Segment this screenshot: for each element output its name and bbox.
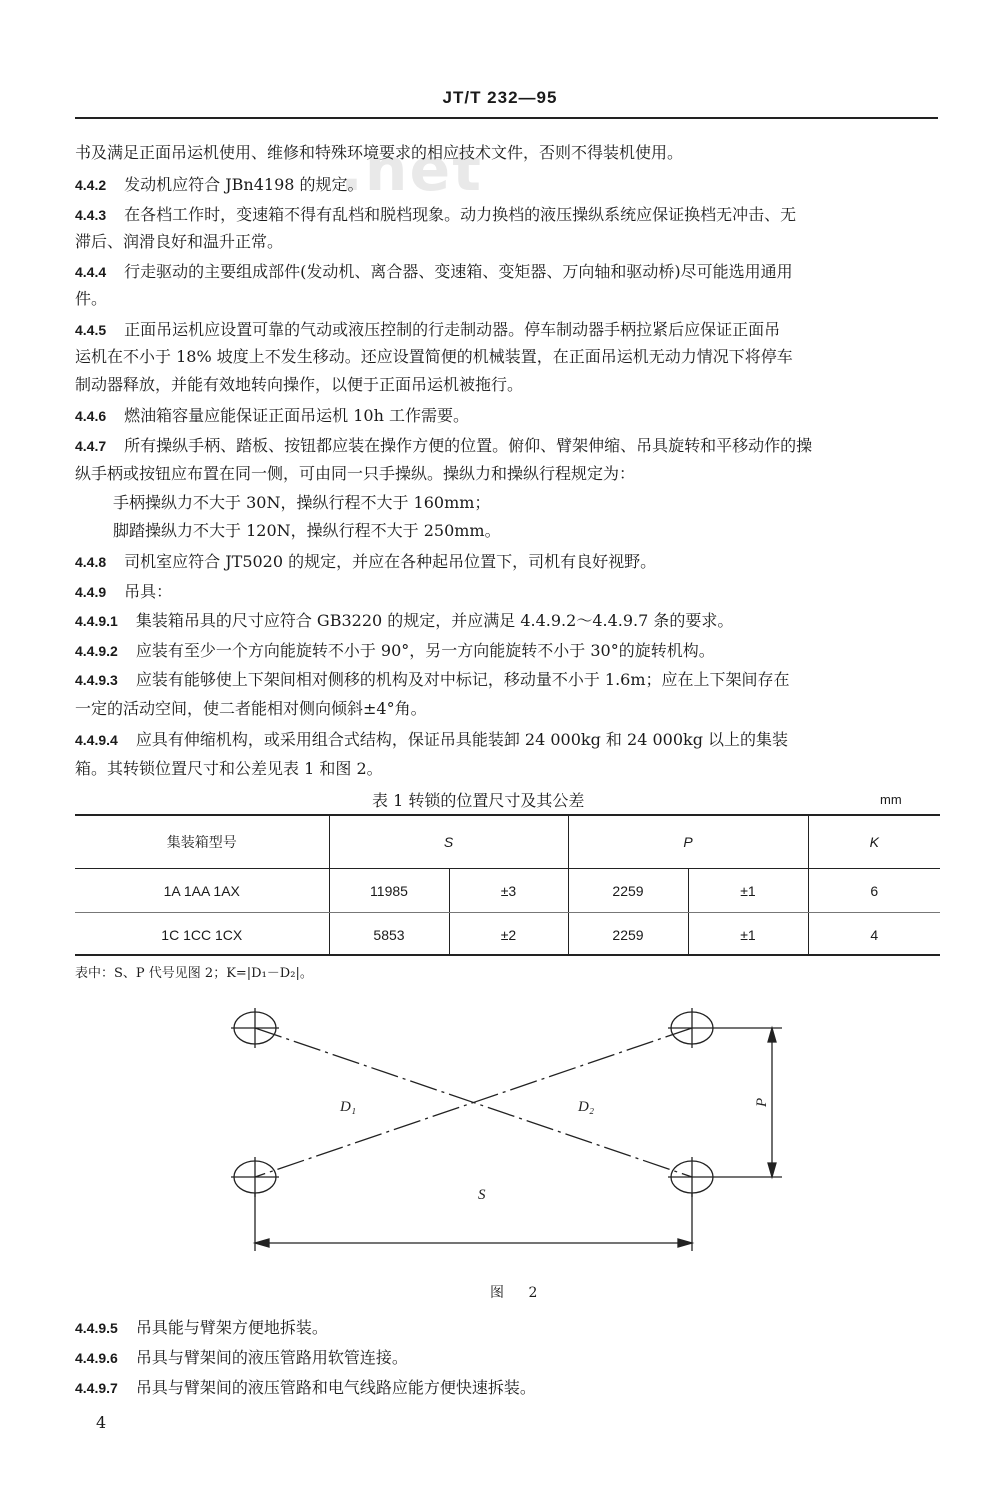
clause-text: 正面吊运机应设置可靠的气动或液压控制的行走制动器。停车制动器手柄拉紧后应保证正面吊 xyxy=(124,320,781,339)
clause-number: 4.4.7 xyxy=(75,438,107,454)
clause-number: 4.4.9.1 xyxy=(75,613,118,629)
cell-s-tolerance: ±3 xyxy=(449,869,568,913)
clause-4-4-4-cont: 件。 xyxy=(75,289,108,308)
table-caption: 表 1 转锁的位置尺寸及其公差 xyxy=(372,791,585,810)
cell-p-tolerance: ±1 xyxy=(688,913,808,957)
clause-text: 应具有伸缩机构，或采用组合式结构，保证吊具能装卸 24 000kg 和 24 000kg 以上的集装 xyxy=(135,730,789,749)
figure-caption: 图 2 xyxy=(490,1285,548,1301)
clause-number: 4.4.9.2 xyxy=(75,643,118,659)
label-d2: D₂ xyxy=(578,1099,595,1115)
clause-number: 4.4.9 xyxy=(75,584,107,600)
cell-s-tolerance: ±2 xyxy=(449,913,568,957)
cell-s: 11985 xyxy=(329,869,449,913)
clause-number: 4.4.9.6 xyxy=(75,1350,118,1366)
table-header-row xyxy=(75,816,940,869)
cell-type: 1A 1AA 1AX xyxy=(75,869,329,913)
cell-p: 2259 xyxy=(568,913,688,957)
clause-4-4-5 xyxy=(75,320,945,340)
table-bottom-rule xyxy=(75,954,940,956)
standard-code-header: JT/T 232—95 xyxy=(442,88,558,107)
turnlock-top-left xyxy=(231,1008,279,1048)
table-unit: mm xyxy=(880,792,902,807)
clause-text: 所有操纵手柄、踏板、按钮都应装在操作方便的位置。俯仰、臂架伸缩、吊具旋转和平移动作的操 xyxy=(124,436,813,455)
cell-p: 2259 xyxy=(568,869,688,913)
clause-4-4-9-1 xyxy=(75,611,945,631)
table-note: 表中：S、P 代号见图 2；K=|D₁－D₂|。 xyxy=(75,966,313,981)
clause-text: 吊具与臂架间的液压管路和电气线路应能方便快速拆装。 xyxy=(135,1378,536,1397)
clause-4-4-9-3-cont: 一定的活动空间，使二者能相对侧向倾斜±4°角。 xyxy=(75,699,427,718)
clause-4-4-6 xyxy=(75,406,945,426)
clause-4-4-3-cont: 滞后、润滑良好和温升正常。 xyxy=(75,232,284,251)
clause-4-4-9-4-cont: 箱。其转锁位置尺寸和公差见表 1 和图 2。 xyxy=(75,759,383,778)
label-p: P xyxy=(754,1097,770,1107)
clause-4-4-9-2 xyxy=(75,641,945,661)
clause-4-4-7-foot: 脚踏操纵力不大于 120N，操纵行程不大于 250mm。 xyxy=(113,521,501,540)
clause-text: 吊具与臂架间的液压管路用软管连接。 xyxy=(135,1348,408,1367)
clause-number: 4.4.4 xyxy=(75,264,107,280)
clause-4-4-7 xyxy=(75,436,945,456)
clause-4-4-9-3 xyxy=(75,670,945,690)
clause-4-4-9-4 xyxy=(75,730,945,750)
clause-4-4-2 xyxy=(75,175,945,195)
cell-type: 1C 1CC 1CX xyxy=(161,926,243,943)
clause-text: 吊具能与臂架方便地拆装。 xyxy=(135,1318,328,1337)
clause-number: 4.4.9.3 xyxy=(75,672,118,688)
clause-4-4-9 xyxy=(75,582,945,602)
cell-s: 5853 xyxy=(329,913,449,957)
label-d1: D₁ xyxy=(340,1099,357,1115)
table-row xyxy=(75,913,940,957)
clause-number: 4.4.9.4 xyxy=(75,732,118,748)
clause-text: 燃油箱容量应能保证正面吊运机 10h 工作需要。 xyxy=(124,406,469,425)
header-rule xyxy=(75,117,938,119)
continuation-line: 书及满足正面吊运机使用、维修和特殊环境要求的相应技术文件，否则不得装机使用。 xyxy=(75,143,684,162)
turnlock-bottom-right xyxy=(668,1157,716,1197)
clause-4-4-3 xyxy=(75,205,945,225)
clause-text: 集装箱吊具的尺寸应符合 GB3220 的规定，并应满足 4.4.9.2～4.4.9.7 条的要求。 xyxy=(135,611,734,630)
clause-text: 司机室应符合 JT5020 的规定，并应在各种起吊位置下，司机有良好视野。 xyxy=(124,552,657,571)
clause-text: 吊具： xyxy=(124,582,173,601)
clause-4-4-9-6 xyxy=(75,1348,945,1368)
clause-text: 发动机应符合 JBn4198 的规定。 xyxy=(124,175,364,194)
clause-4-4-5-cont2: 制动器释放，并能有效地转向操作，以便于正面吊运机被拖行。 xyxy=(75,375,524,394)
cell-p-tolerance: ±1 xyxy=(688,869,808,913)
clause-number: 4.4.6 xyxy=(75,408,107,424)
turnlock-table xyxy=(75,816,940,956)
header-s: S xyxy=(329,816,568,869)
clause-4-4-7-hand: 手柄操纵力不大于 30N，操纵行程不大于 160mm； xyxy=(113,493,491,512)
clause-text: 应装有能够使上下架间相对侧移的机构及对中标记，移动量不小于 1.6m；应在上下架间存在 xyxy=(135,670,790,689)
clause-number: 4.4.9.5 xyxy=(75,1320,118,1336)
turnlock-top-right xyxy=(668,1008,716,1048)
clause-4-4-5-cont1: 运机在不小于 18% 坡度上不发生移动。还应设置简便的机械装置，在正面吊运机无动力情况下将停车 xyxy=(75,347,793,366)
cell-k: 4 xyxy=(808,913,940,957)
dimension-s xyxy=(255,1193,692,1251)
clause-4-4-4 xyxy=(75,262,945,282)
figure-2-diagram xyxy=(210,995,810,1260)
clause-number: 4.4.3 xyxy=(75,207,107,223)
clause-4-4-9-7 xyxy=(75,1378,945,1398)
dimension-p xyxy=(716,1028,782,1177)
watermark: .net xyxy=(340,135,483,205)
clause-text: 行走驱动的主要组成部件(发动机、离合器、变速箱、变矩器、万向轴和驱动桥)尽可能选用通用 xyxy=(124,262,793,281)
page-number: 4 xyxy=(96,1413,107,1432)
label-s: S xyxy=(478,1187,486,1203)
clause-number: 4.4.5 xyxy=(75,322,107,338)
table-row xyxy=(75,869,940,913)
header-p: P xyxy=(568,816,808,869)
header-k: K xyxy=(808,816,940,869)
cell-k: 6 xyxy=(808,869,940,913)
header-container-type: 集装箱型号 xyxy=(75,816,329,869)
clause-number: 4.4.9.7 xyxy=(75,1380,118,1396)
clause-text: 在各档工作时，变速箱不得有乱档和脱档现象。动力换档的液压操纵系统应保证换档无冲击、无 xyxy=(124,205,797,224)
turnlock-bottom-left xyxy=(231,1157,279,1197)
clause-text: 应装有至少一个方向能旋转不小于 90°，另一方向能旋转不小于 30°的旋转机构。 xyxy=(135,641,715,660)
clause-4-4-8 xyxy=(75,552,945,572)
clause-number: 4.4.8 xyxy=(75,554,107,570)
clause-number: 4.4.2 xyxy=(75,177,107,193)
clause-4-4-7-cont: 纵手柄或按钮应布置在同一侧，可由同一只手操纵。操纵力和操纵行程规定为： xyxy=(75,464,636,483)
clause-4-4-9-5 xyxy=(75,1318,945,1338)
